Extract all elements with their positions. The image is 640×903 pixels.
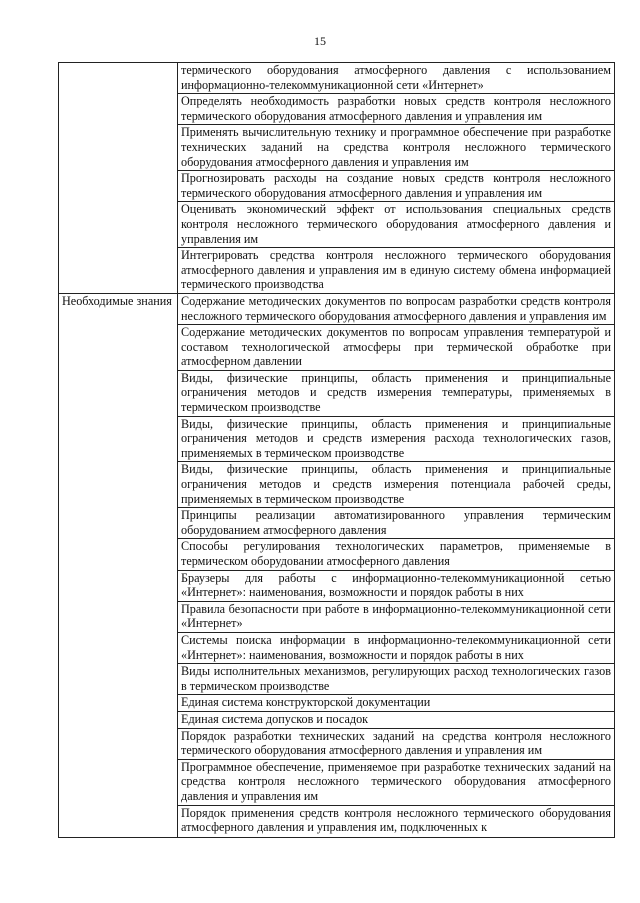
knowledge-item: Виды, физические принципы, область применения и принципиальные ограничения методов и средств измерения потенциала рабочей среды, применяемых в термическом производстве — [178, 462, 615, 508]
skill-item: Прогнозировать расходы на создание новых средств контроля несложного термического оборудования атмосферного давления и управления им — [178, 171, 615, 202]
knowledge-item: Виды, физические принципы, область применения и принципиальные ограничения методов и средств измерения расхода технологических газов, применяемых в термическом производстве — [178, 416, 615, 462]
knowledge-item: Единая система допусков и посадок — [178, 711, 615, 728]
knowledge-item: Порядок разработки технических заданий на средства контроля несложного термического оборудования атмосферного давления и управления им — [178, 728, 615, 759]
knowledge-item: Принципы реализации автоматизированного управления термическим оборудованием атмосферного давления — [178, 508, 615, 539]
knowledge-item: Программное обеспечение, применяемое при разработке технических заданий на средства контроля несложного термического оборудования атмосферного давления и управления им — [178, 759, 615, 805]
knowledge-item: Содержание методических документов по вопросам управления температурой и составом технологической атмосферы при термической обработке при атмосферном давлении — [178, 325, 615, 371]
skill-item: Интегрировать средства контроля несложного термического оборудования атмосферного давления и управления им в единую систему обмена информацией термического производства — [178, 248, 615, 294]
knowledge-item: Правила безопасности при работе в информационно-телекоммуникационной сети «Интернет» — [178, 601, 615, 632]
knowledge-label: Необходимые знания — [59, 293, 178, 837]
table-row — [59, 63, 615, 94]
skills-label-cell — [59, 63, 178, 294]
knowledge-item: Способы регулирования технологических параметров, применяемые в термическом оборудовании атмосферного давления — [178, 539, 615, 570]
skill-item: Оценивать экономический эффект от использования специальных средств контроля несложного термического оборудования атмосферного давления и управления им — [178, 202, 615, 248]
knowledge-item: Браузеры для работы с информационно-телекоммуникационной сетью «Интернет»: наименования, возможности и порядок работы в них — [178, 570, 615, 601]
skill-item: термического оборудования атмосферного давления с использованием информационно-телекоммуникационной сети «Интернет» — [178, 63, 615, 94]
page-number: 15 — [314, 34, 326, 48]
skill-item: Применять вычислительную технику и программное обеспечение при разработке технических заданий на средства контроля несложного термического оборудования атмосферного давления и управления им — [178, 125, 615, 171]
knowledge-item: Единая система конструкторской документации — [178, 695, 615, 712]
knowledge-item: Системы поиска информации в информационно-телекоммуникационной сети «Интернет»: наименования, возможности и порядок работы в них — [178, 632, 615, 663]
knowledge-item: Виды, физические принципы, область применения и принципиальные ограничения методов и средств измерения температуры, применяемых в термическом производстве — [178, 370, 615, 416]
knowledge-item: Содержание методических документов по вопросам разработки средств контроля несложного термического оборудования атмосферного давления и управления им — [178, 293, 615, 324]
knowledge-item: Виды исполнительных механизмов, регулирующих расход технологических газов в термическом производстве — [178, 664, 615, 695]
knowledge-item: Порядок применения средств контроля несложного термического оборудования атмосферного давления и управления им, подключенных к — [178, 805, 615, 837]
skill-item: Определять необходимость разработки новых средств контроля несложного термического оборудования атмосферного давления и управления им — [178, 94, 615, 125]
competency-table — [58, 62, 615, 838]
table-row — [59, 293, 615, 324]
